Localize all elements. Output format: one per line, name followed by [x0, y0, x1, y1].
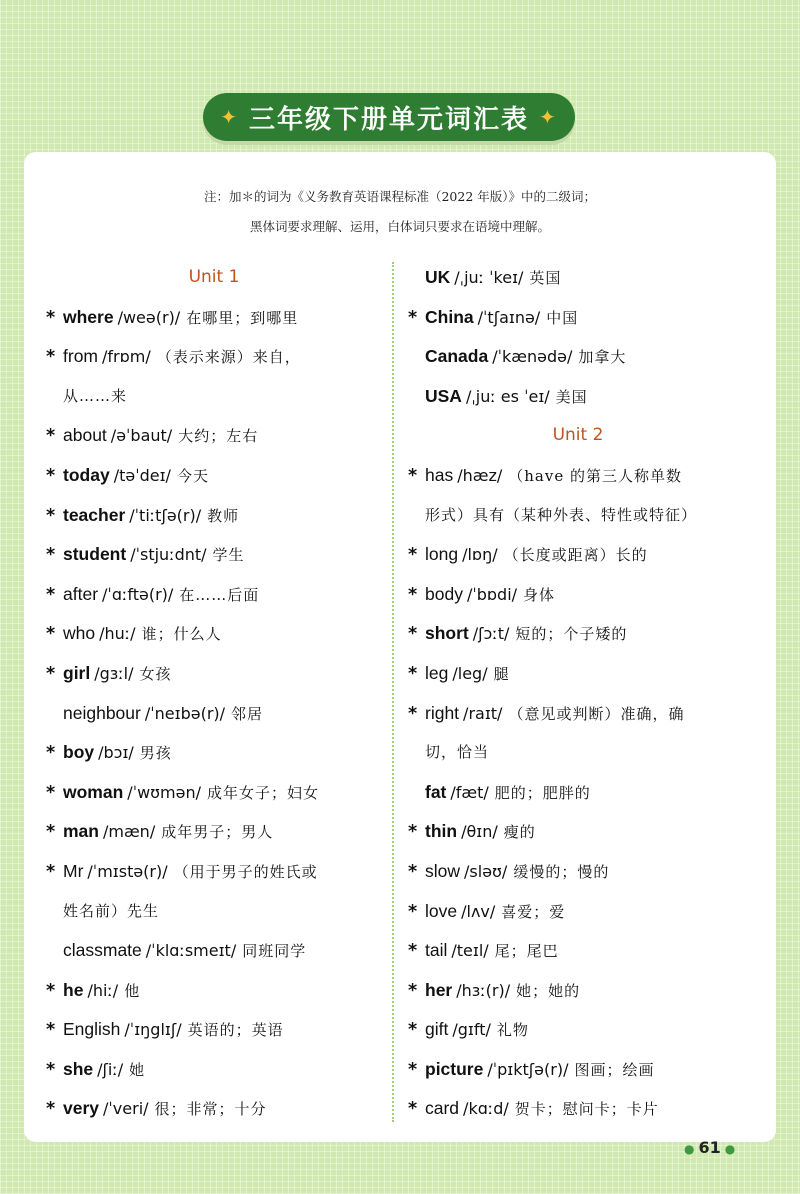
chinese-meaning: 从……来 [63, 386, 128, 405]
phonetic: /ˈbɒdi/ [466, 584, 518, 604]
chinese-meaning: （have 的第三人称单数 [508, 466, 682, 485]
vocab-entry [408, 1050, 748, 1090]
chinese-meaning: 短的；个子矮的 [515, 625, 628, 644]
chinese-meaning: 她 [129, 1060, 146, 1079]
vocab-entry [46, 575, 382, 615]
vocab-word: tail [425, 940, 448, 961]
chinese-meaning: （用于男子的姓氏或 [173, 862, 318, 881]
vocab-word: USA [425, 385, 462, 406]
vocab-entry [408, 773, 748, 813]
asterisk-mark: * [46, 465, 56, 486]
entry-continuation [408, 733, 748, 773]
asterisk-mark: * [408, 980, 418, 1001]
asterisk-mark: * [408, 1059, 418, 1080]
phonetic: /ʃiː/ [97, 1059, 124, 1079]
vocab-word: short [425, 623, 469, 644]
entry-continuation [46, 892, 382, 932]
vocab-word: gift [425, 1019, 449, 1040]
asterisk-mark: * [408, 624, 418, 645]
vocab-entry [46, 496, 382, 536]
vocab-entry [46, 416, 382, 456]
vocab-entry [408, 535, 748, 575]
vocab-entry [408, 931, 748, 971]
vocab-word: man [63, 821, 99, 842]
phonetic: /ˈneɪbə(r)/ [144, 703, 226, 723]
chinese-meaning: 礼物 [496, 1021, 529, 1040]
vocab-word: thin [425, 821, 458, 842]
vocab-entry [46, 456, 382, 496]
vocab-entry [408, 812, 748, 852]
asterisk-mark: * [46, 980, 56, 1001]
asterisk-mark: * [408, 584, 418, 605]
star-icon: ✦ [220, 105, 239, 129]
asterisk-mark: * [408, 307, 418, 328]
phonetic: /hiː/ [87, 980, 119, 1000]
vocab-word: right [425, 702, 460, 723]
asterisk-mark: * [46, 347, 56, 368]
vocab-entry [46, 337, 382, 377]
phonetic: /ˈstjuːdnt/ [130, 545, 207, 565]
asterisk-mark: * [408, 703, 418, 724]
chinese-meaning: 大约；左右 [178, 427, 259, 446]
phonetic: /ˈklɑːsmeɪt/ [145, 941, 237, 961]
vocab-entry [46, 852, 382, 892]
chinese-meaning: 英语的；英语 [187, 1021, 284, 1040]
vocab-word: long [425, 544, 459, 565]
asterisk-mark: * [46, 782, 56, 803]
vocab-entry [408, 377, 748, 417]
vocab-word: her [425, 979, 453, 1000]
chinese-meaning: 在……后面 [179, 585, 260, 604]
dot-icon: ● [724, 1142, 736, 1156]
phonetic: /ˈmɪstə(r)/ [87, 861, 168, 881]
asterisk-mark: * [46, 822, 56, 843]
vocab-word: UK [425, 267, 451, 287]
chinese-meaning: 姓名前）先生 [63, 901, 160, 920]
note-line-2: 黑体词要求理解、运用，白体词只要求在语境中理解。 [249, 219, 550, 234]
vocab-word: has [425, 464, 454, 485]
vocab-word: from [63, 346, 98, 367]
vocab-word: love [425, 900, 458, 921]
asterisk-mark: * [408, 465, 418, 486]
vocab-word: leg [425, 662, 449, 683]
vocab-word: neighbour [63, 702, 141, 723]
vocab-entry [408, 892, 748, 932]
dot-icon: ● [684, 1142, 695, 1156]
phonetic: /ʃɔːt/ [472, 624, 510, 644]
entry-continuation [46, 377, 382, 417]
phonetic: /bɔɪ/ [98, 743, 134, 763]
vocab-word: about [63, 425, 107, 446]
phonetic: /mæn/ [102, 822, 156, 842]
note-line-1: 注：加＊的词为《义务教育英语课程标准（2022 年版）》中的二级词； [203, 189, 597, 204]
phonetic: /ˈɑːftə(r)/ [102, 584, 174, 604]
chinese-meaning: 谁；什么人 [141, 625, 222, 644]
chinese-meaning: 图画；绘画 [574, 1060, 655, 1079]
phonetic: /təˈdeɪ/ [113, 465, 171, 485]
chinese-meaning: 很；非常；十分 [154, 1100, 267, 1119]
chinese-meaning: 女孩 [139, 664, 172, 683]
phonetic: /ˈwʊmən/ [127, 782, 202, 802]
vocab-word: body [425, 583, 463, 604]
chinese-meaning: 喜爱；爱 [501, 902, 566, 921]
phonetic: /ˈtʃaɪnə/ [477, 307, 541, 327]
vocab-entry [408, 1089, 748, 1129]
vocab-entry [46, 694, 382, 734]
right-column [408, 258, 748, 1129]
asterisk-mark: * [408, 1099, 418, 1120]
vocab-entry [408, 694, 748, 734]
vocab-entry [46, 1010, 382, 1050]
vocab-word: very [63, 1098, 100, 1119]
vocab-entry [46, 654, 382, 694]
chinese-meaning: 英国 [529, 269, 562, 287]
asterisk-mark: * [46, 1059, 56, 1080]
phonetic: /ˌjuː es ˈeɪ/ [465, 386, 550, 406]
vocab-word: he [63, 979, 84, 1000]
vocab-word: classmate [63, 940, 142, 961]
chinese-meaning: 切，恰当 [425, 743, 490, 762]
unit-heading: Unit 1 [188, 267, 240, 287]
vocab-entry [46, 535, 382, 575]
phonetic: /weə(r)/ [117, 307, 181, 327]
vocab-entry [408, 614, 748, 654]
chinese-meaning: 加拿大 [578, 348, 627, 367]
phonetic: /gɪft/ [452, 1020, 491, 1040]
asterisk-mark: * [408, 941, 418, 962]
chinese-meaning: 邻居 [231, 704, 264, 723]
vocab-entry [46, 1089, 382, 1129]
vocab-word: Canada [425, 346, 489, 367]
page-number [680, 1138, 739, 1157]
phonetic: /gɜːl/ [94, 663, 134, 683]
chinese-meaning: （意见或判断）准确，确 [508, 704, 685, 723]
chinese-meaning: 在哪里；到哪里 [186, 308, 299, 327]
asterisk-mark: * [46, 584, 56, 605]
phonetic: /hæz/ [457, 465, 503, 485]
asterisk-mark: * [408, 663, 418, 684]
vocab-entry [46, 298, 382, 338]
phonetic: /ˌjuː ˈkeɪ/ [454, 268, 524, 287]
phonetic: /lʌv/ [461, 901, 496, 921]
vocab-word: she [63, 1058, 94, 1079]
asterisk-mark: * [46, 1099, 56, 1120]
chinese-meaning: 中国 [546, 308, 579, 327]
asterisk-mark: * [46, 663, 56, 684]
phonetic: /θɪn/ [461, 822, 498, 842]
phonetic: /huː/ [99, 624, 136, 644]
vocab-entry [408, 258, 748, 298]
vocab-word: where [63, 306, 114, 327]
phonetic: /leg/ [452, 663, 488, 683]
chinese-meaning: 腿 [493, 664, 510, 683]
vocab-entry [408, 298, 748, 338]
phonetic: /teɪl/ [451, 941, 489, 961]
page-title-banner [203, 93, 575, 141]
asterisk-mark: * [408, 545, 418, 566]
vocab-word: card [425, 1098, 460, 1119]
phonetic: /fæt/ [450, 782, 489, 802]
vocab-word: who [63, 623, 96, 644]
phonetic: /raɪt/ [463, 703, 503, 723]
phonetic: /hɜː(r)/ [456, 980, 511, 1000]
page-title: 三年级下册单元词汇表 [248, 104, 529, 135]
chinese-meaning: 他 [124, 981, 141, 1000]
chinese-meaning: 贺卡；慰问卡；卡片 [514, 1100, 659, 1119]
vocab-word: woman [63, 781, 124, 802]
vocab-word: slow [425, 860, 461, 881]
chinese-meaning: 同班同学 [242, 942, 307, 961]
phonetic: /ˈɪŋglɪʃ/ [124, 1020, 182, 1040]
asterisk-mark: * [46, 624, 56, 645]
vocab-word: girl [63, 662, 91, 683]
chinese-meaning: （长度或距离）长的 [503, 546, 648, 565]
vocab-entry [408, 1010, 748, 1050]
vocab-entry [46, 773, 382, 813]
vocab-word: boy [63, 742, 95, 763]
vocab-word: Mr [63, 860, 84, 881]
vocab-entry [46, 733, 382, 773]
chinese-meaning: 成年男子；男人 [161, 823, 274, 842]
chinese-meaning: 形式）具有（某种外表、特性或特征） [425, 505, 698, 524]
vocab-entry [46, 931, 382, 971]
vocab-word: student [63, 544, 127, 565]
asterisk-mark: * [46, 505, 56, 526]
chinese-meaning: 尾；尾巴 [494, 942, 559, 961]
vocab-entry [408, 852, 748, 892]
asterisk-mark: * [408, 1020, 418, 1041]
phonetic: /sləʊ/ [464, 861, 508, 881]
asterisk-mark: * [46, 545, 56, 566]
column-divider [392, 262, 394, 1122]
vocab-entry [408, 971, 748, 1011]
chinese-meaning: （表示来源）来自， [156, 348, 301, 367]
chinese-meaning: 身体 [523, 585, 556, 604]
vocab-entry [46, 812, 382, 852]
chinese-meaning: 她；她的 [516, 981, 581, 1000]
asterisk-mark: * [408, 901, 418, 922]
phonetic: /ˈkænədə/ [492, 347, 573, 367]
vocab-word: teacher [63, 504, 126, 525]
phonetic: /ˈtiːtʃə(r)/ [129, 505, 202, 525]
vocab-entry [408, 575, 748, 615]
vocab-entry [46, 614, 382, 654]
vocab-word: today [63, 464, 110, 485]
left-column [46, 258, 382, 1129]
chinese-meaning: 成年女子；妇女 [207, 783, 320, 802]
asterisk-mark: * [46, 426, 56, 447]
phonetic: /lɒŋ/ [462, 545, 498, 565]
asterisk-mark: * [46, 743, 56, 764]
chinese-meaning: 肥的；肥胖的 [494, 783, 591, 802]
chinese-meaning: 缓慢的；慢的 [513, 862, 610, 881]
vocab-entry [408, 337, 748, 377]
vocab-word: picture [425, 1058, 484, 1079]
phonetic: /kɑːd/ [463, 1099, 509, 1119]
asterisk-mark: * [408, 861, 418, 882]
chinese-meaning: 学生 [212, 546, 245, 565]
vocab-word: China [425, 306, 474, 327]
star-icon: ✦ [539, 105, 558, 129]
chinese-meaning: 瘦的 [503, 823, 536, 842]
page-number-text: 61 [698, 1138, 721, 1157]
vocab-word: after [63, 583, 99, 604]
chinese-meaning: 美国 [555, 387, 588, 406]
vocab-entry [46, 971, 382, 1011]
phonetic: /ˈpɪktʃə(r)/ [487, 1059, 569, 1079]
vocab-entry [408, 654, 748, 694]
phonetic: /frɒm/ [102, 347, 151, 367]
vocab-word: English [63, 1019, 121, 1040]
unit-heading: Unit 2 [552, 425, 604, 446]
asterisk-mark: * [46, 1020, 56, 1041]
chinese-meaning: 男孩 [139, 744, 172, 763]
vocab-word: fat [425, 781, 447, 802]
asterisk-mark: * [46, 861, 56, 882]
chinese-meaning: 教师 [207, 506, 240, 525]
entry-continuation [408, 496, 748, 536]
vocab-entry [46, 1050, 382, 1090]
phonetic: /ˈveri/ [103, 1099, 149, 1119]
chinese-meaning: 今天 [176, 466, 209, 485]
vocab-entry [408, 456, 748, 496]
phonetic: /əˈbaut/ [110, 426, 173, 446]
asterisk-mark: * [408, 822, 418, 843]
asterisk-mark: * [46, 307, 56, 328]
